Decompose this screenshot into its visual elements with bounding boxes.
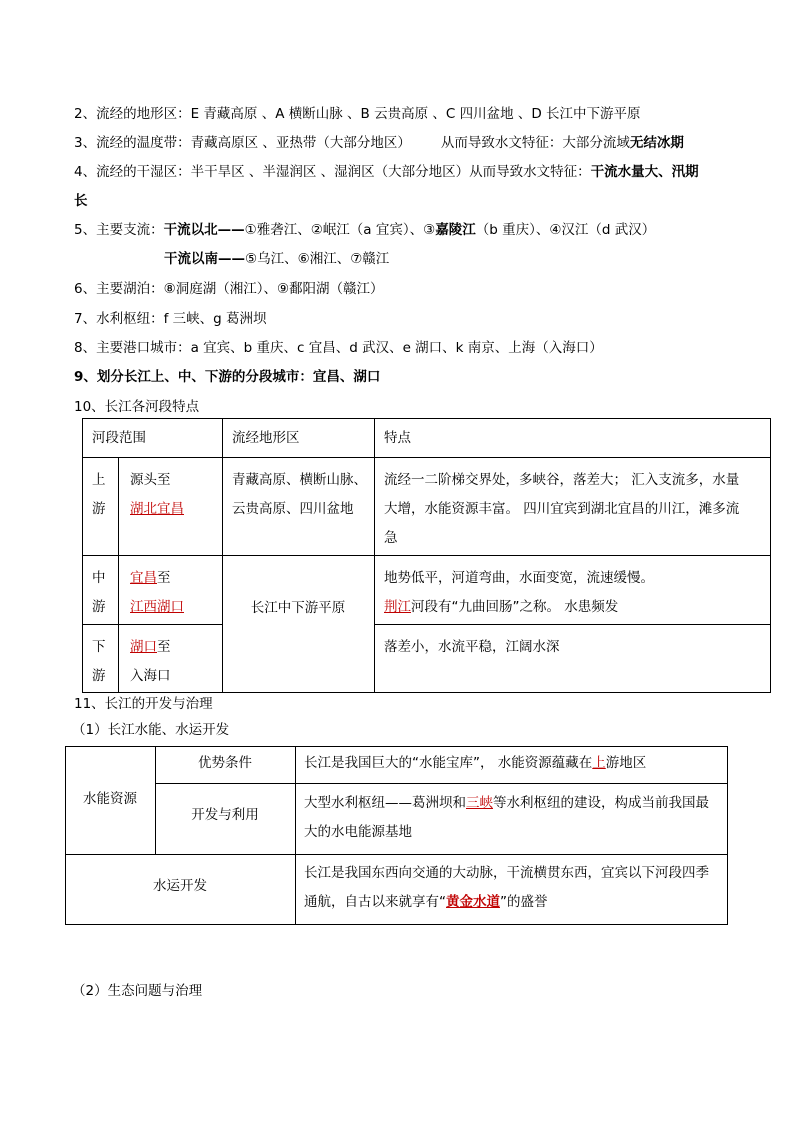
section-11-title: 11、长江的开发与治理	[74, 696, 213, 712]
upper-terrain: 青藏高原、横断山脉、 云贵高原、四川盆地	[232, 472, 367, 517]
item-humidity: 4、流经的干湿区：半干旱区 、半湿润区 、湿润区（大部分地区）从而导致水文特征：干流水量大、汛期	[74, 164, 699, 180]
item-humidity-cont: 长	[74, 193, 88, 209]
item-terrain: 2、流经的地形区：E 青藏高原 、A 横断山脉 、B 云贵高原 、C 四川盆地 、D 长江中下游平原	[74, 106, 641, 122]
hydro-resource-label: 水能资源	[83, 791, 137, 807]
shipping-label: 水运开发	[153, 878, 207, 894]
advantage-text: 长江是我国巨大的“水能宝库”， 水能资源蕴藏在上游地区	[304, 755, 647, 771]
middle-label: 中 游	[92, 570, 106, 615]
item-hydro-hubs: 7、水利枢纽：f 三峡、g 葛洲坝	[74, 311, 267, 327]
item-lakes: 6、主要湖泊：⑧洞庭湖（湘江）、⑨鄱阳湖（赣江）	[74, 281, 384, 297]
upper-features: 流经一二阶梯交界处，多峡谷，落差大； 汇入支流多，水量 大增，水能资源丰富。 四川宜宾到湖北宜昌的川江，滩多流 急	[384, 472, 740, 546]
item-temperature: 3、流经的温度带：青藏高原区 、亚热带（大部分地区） 从而导致水文特征：大部分流域无结冰期	[74, 135, 684, 151]
lower-label: 下 游	[92, 639, 106, 684]
item-tributaries-south: 干流以南——⑤乌江、⑥湘江、⑦赣江	[164, 251, 390, 267]
subsection-1-title: （1）长江水能、水运开发	[72, 722, 230, 738]
header-range: 河段范围	[92, 430, 146, 446]
header-features: 特点	[384, 430, 411, 446]
item-ports: 8、主要港口城市：a 宜宾、b 重庆、c 宜昌、d 武汉、e 湖口、k 南京、上海（入海口）	[74, 340, 603, 356]
upper-label: 上 游	[92, 472, 106, 517]
development-label: 开发与利用	[191, 807, 259, 823]
development-text: 大型水利枢纽——葛洲坝和三峡等水利枢纽的建设，构成当前我国最 大的水电能源基地	[304, 795, 709, 840]
lower-features: 落差小，水流平稳，江阔水深	[384, 639, 560, 655]
upper-range: 源头至 湖北宜昌	[130, 472, 184, 517]
header-terrain: 流经地形区	[232, 430, 300, 446]
item-division-cities: 9、划分长江上、中、下游的分段城市：宜昌、湖口	[74, 369, 381, 385]
item-section-title: 10、长江各河段特点	[74, 399, 200, 415]
middle-features: 地势低平，河道弯曲，水面变宽，流速缓慢。 荆江河段有“九曲回肠”之称。 水患频发	[384, 570, 654, 615]
subsection-2-title: （2）生态问题与治理	[72, 983, 203, 999]
item-tributaries: 5、主要支流：干流以北——①雅砻江、②岷江（a 宜宾）、③嘉陵江（b 重庆）、④汉江（d 武汉）	[74, 222, 656, 238]
advantage-label: 优势条件	[198, 755, 252, 771]
middle-range: 宜昌至 江西湖口	[130, 570, 184, 615]
shipping-text: 长江是我国东西向交通的大动脉，干流横贯东西，宜宾以下河段四季 通航，自古以来就享有“黄金水道”的盛誉	[304, 865, 709, 910]
lower-range: 湖口至 入海口	[130, 639, 171, 684]
middle-lower-terrain: 长江中下游平原	[250, 600, 346, 616]
